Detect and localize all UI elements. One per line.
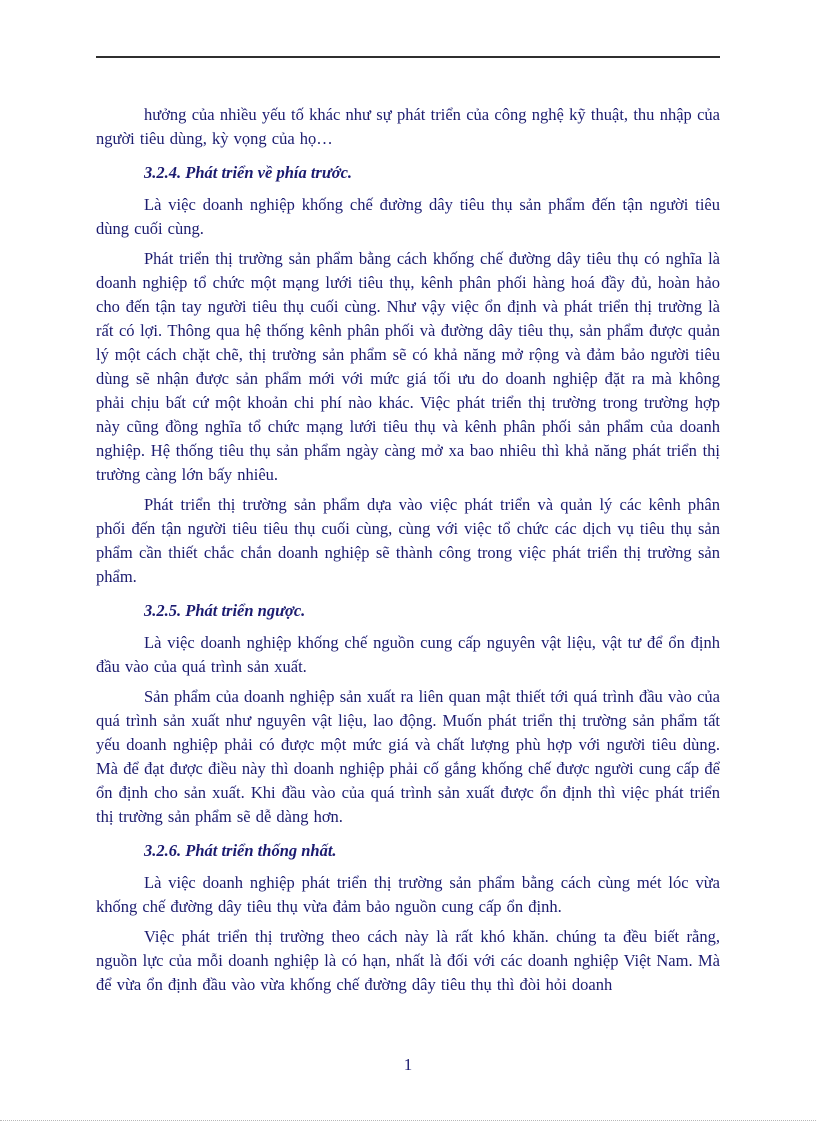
section-heading-3-2-5: 3.2.5. Phát triển ngược. (144, 601, 306, 620)
paragraph-3-2-6-body: Việc phát triển thị trường theo cách này là rất khó khăn. chúng ta đều biết rằng, nguồn lực của mỗi doanh nghiệp là có hạn, nhất là đối với các doanh nghiệp Việt Nam. Mà để vừa ổn định đầu vào vừa khống chế đường dây tiêu thụ thì đòi hỏi doanh (96, 927, 720, 994)
paragraph-intro-continuation: hưởng của nhiều yếu tố khác như sự phát triển của công nghệ kỹ thuật, thu nhập của người tiêu dùng, kỳ vọng của họ… (96, 105, 720, 148)
page-number: 1 (403, 1055, 413, 1074)
document-body (96, 103, 720, 1003)
paragraph-3-2-4-definition: Là việc doanh nghiệp khống chế đường dây tiêu thụ sản phẩm đến tận người tiêu dùng cuối cùng. (96, 195, 720, 238)
paragraph-3-2-4-conclusion: Phát triển thị trường sản phẩm dựa vào việc phát triển và quản lý các kênh phân phối đến tận người tiêu tiêu thụ cuối cùng, cùng với việc tổ chức các dịch vụ tiêu thụ sản phẩm cần thiết chắc chắn doanh nghiệp sẽ thành công trong việc phát triển thị trường sản phẩm. (96, 495, 720, 586)
paragraph-3-2-4-body: Phát triển thị trường sản phẩm bằng cách khống chế đường dây tiêu thụ có nghĩa là doanh nghiệp tổ chức một mạng lưới tiêu thụ, kênh phân phối hàng hoá đầy đủ, hoàn hảo cho đến tận tay người tiêu thụ cuối cùng. Như vậy việc ổn định và phát triển thị trường là rất có lợi. Thông qua hệ thống kênh phân phối và đường dây tiêu thụ, sản phẩm được quản lý một cách chặt chẽ, thị trường sản phẩm sẽ có khả năng mở rộng và đảm bảo người tiêu dùng sẽ nhận được sản phẩm mới với mức giá tối ưu do doanh nghiệp đặt ra mà không phải chịu bất cứ một khoản chi phí nào khác. Việc phát triển thị trường trong trường hợp này cũng đồng nghĩa tổ chức mạng lưới tiêu thụ và kênh phân phối sản phẩm của doanh nghiệp. Hệ thống tiêu thụ sản phẩm ngày càng mở xa bao nhiêu thì khả năng phát triển thị trường càng lớn bấy nhiêu. (96, 249, 720, 484)
paragraph-3-2-6-definition: Là việc doanh nghiệp phát triển thị trường sản phẩm bằng cách cùng mét lóc vừa khống chế đường dây tiêu thụ vừa đảm bảo nguồn cung cấp ổn định. (96, 873, 720, 916)
page-bottom-divider (0, 1120, 816, 1121)
header-rule (96, 56, 720, 58)
page-footer (0, 1055, 816, 1075)
section-heading-3-2-4: 3.2.4. Phát triển về phía trước. (144, 163, 353, 182)
paragraph-3-2-5-definition: Là việc doanh nghiệp khống chế nguồn cung cấp nguyên vật liệu, vật tư để ổn định đầu vào của quá trình sản xuất. (96, 633, 720, 676)
section-heading-3-2-6: 3.2.6. Phát triển thống nhất. (144, 841, 337, 860)
paragraph-3-2-5-body: Sản phẩm của doanh nghiệp sản xuất ra liên quan mật thiết tới quá trình đầu vào của quá trình sản xuất như nguyên vật liệu, lao động. Muốn phát triển thị trường sản phẩm tất yếu doanh nghiệp phải có được một mức giá và chất lượng phù hợp với người tiêu dùng. Mà để đạt được điều này thì doanh nghiệp phải cố gắng khống chế được người cung cấp để ổn định cho sản xuất. Khi đầu vào của quá trình sản xuất được ổn định thì việc phát triển thị trường sản phẩm sẽ dễ dàng hơn. (96, 687, 720, 826)
